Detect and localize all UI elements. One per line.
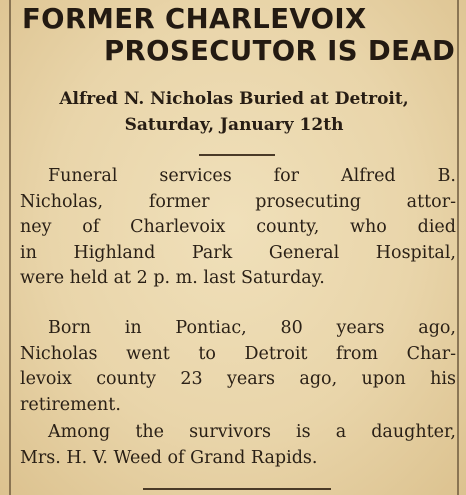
section-divider	[199, 154, 275, 156]
paragraph-funeral-services	[20, 164, 456, 292]
headline-line-1: FORMER CHARLEVOIX	[22, 3, 367, 35]
paragraph-line: Nicholas went to Detroit from Char-	[20, 343, 456, 364]
paragraph-line: Born in Pontiac, 80 years ago,	[48, 318, 456, 338]
end-divider	[143, 488, 331, 490]
paragraph-line: Nicholas, former prosecuting attor-	[20, 191, 456, 212]
headline-line-2: PROSECUTOR IS DEAD	[104, 35, 456, 67]
paragraph-line: in Highland Park General Hospital,	[20, 242, 456, 263]
paragraph-biography	[20, 316, 456, 418]
subheadline-line-1: Alfred N. Nicholas Buried at Detroit,	[59, 89, 409, 109]
paragraph-survivors	[20, 420, 456, 471]
paragraph-line: Funeral services for Alfred B.	[48, 166, 456, 186]
paragraph-line: Among the survivors is a daughter,	[48, 422, 456, 442]
paragraph-line: levoix county 23 years ago, upon his	[20, 369, 456, 389]
subheadline-line-2: Saturday, January 12th	[124, 115, 344, 135]
paragraph-line: were held at 2 p. m. last Saturday.	[20, 268, 325, 288]
paragraph-line: retirement.	[20, 394, 121, 415]
paragraph-line: ney of Charlevoix county, who died	[20, 217, 456, 237]
paragraph-line: Mrs. H. V. Weed of Grand Rapids.	[20, 447, 318, 468]
right-column-rule	[457, 0, 459, 495]
left-column-rule	[9, 0, 11, 495]
